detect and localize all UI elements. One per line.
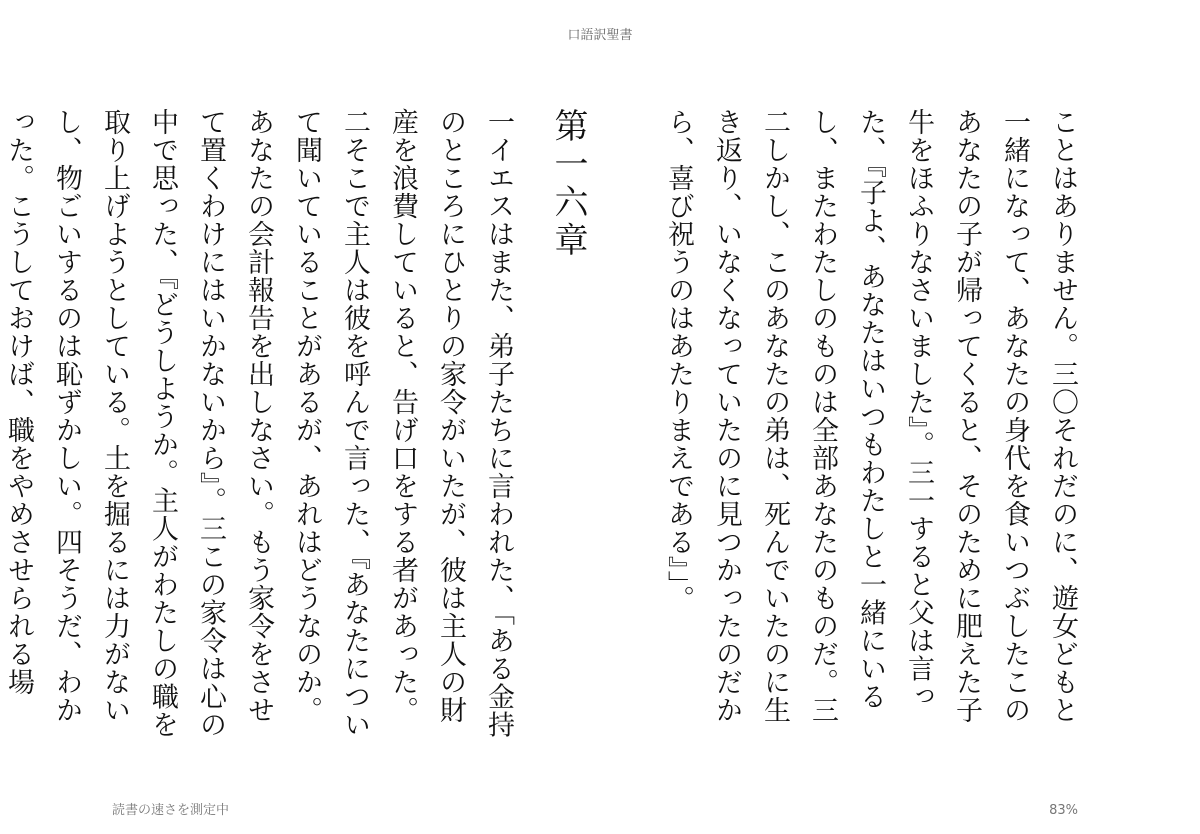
reader-page-right[interactable]	[663, 108, 1086, 748]
reading-progress: 83%	[1049, 803, 1078, 818]
page-text-paragraph: 一イエスはまた、弟子たちに言われた、「ある金持のところにひとりの家令がいたが、彼は主人の財産を浪費していると、告げ口をする者があった。二そこで主人は彼を呼んで言った、『あなたについて聞いていることがあるが、あれはどうなのか。あなたの会計報告を出しなさい。もう家令をさせて置くわけにはいかないから』。三この家令は心の中で思った、『どうしようか。主人がわたしの職を取り上げようとしている。土を掘るには力がないし、物ごいするのは恥ずかしい。四そうだ、わかった。こうしておけば、職をやめさせられる場	[3, 108, 514, 739]
page-text-paragraph: ことはありません。三〇それだのに、遊女どもと一緒になって、あなたの身代を食いつぶしたこのあなたの子が帰ってくると、そのために肥えた子牛をほふりなさいました』。三一すると父は言った、『子よ、あなたはいつもわたしと一緒にいるし、またわたしのものは全部あなたのものだ。三二しかし、このあなたの弟は、死んでいたのに生き返り、いなくなっていたのに見つかったのだから、喜び祝うのはあたりまえである』」。	[663, 108, 1078, 724]
reading-speed-status: 読書の速さを測定中	[112, 803, 230, 818]
chapter-heading: 第一六章	[548, 108, 588, 260]
book-title: 口語訳聖書	[567, 28, 633, 43]
reader-page-left[interactable]	[3, 108, 596, 748]
